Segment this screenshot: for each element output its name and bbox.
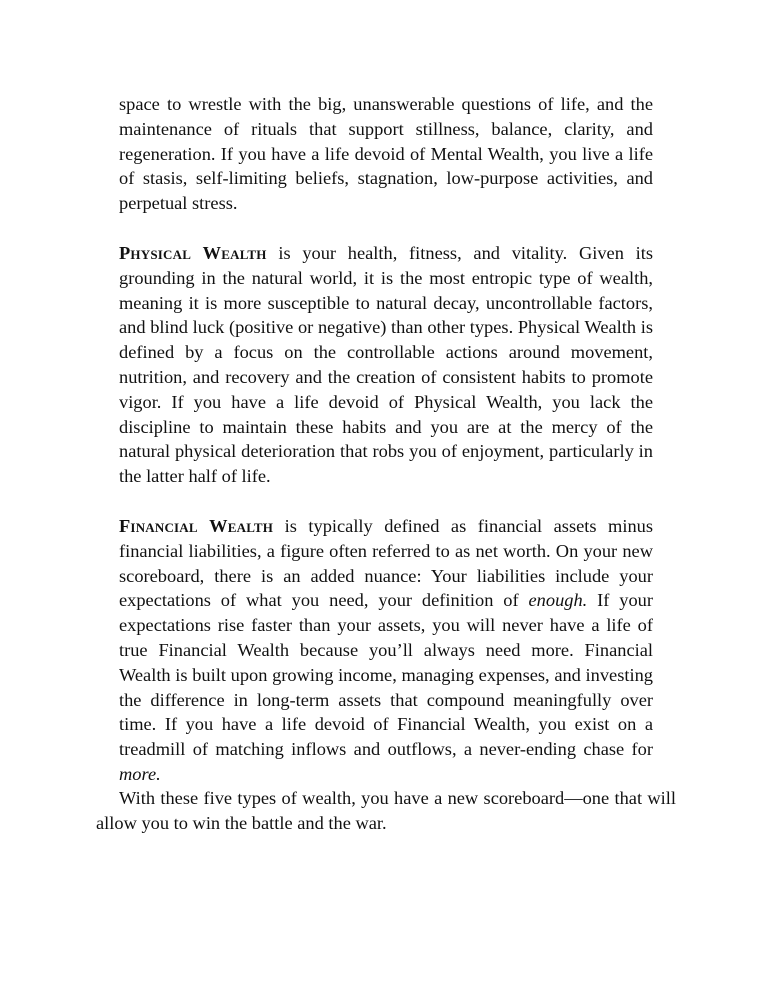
term-financial-wealth: Financial Wealth: [119, 516, 274, 536]
paragraph-closing: [96, 786, 676, 836]
paragraph-financial-wealth: [119, 514, 653, 787]
emphasis-enough: enough.: [528, 590, 588, 611]
emphasis-more: more.: [119, 763, 161, 784]
paragraph-text: is your health, fitness, and vitality. Given its grounding in the natural world, it is the most entropic type of wealth, meaning it is more susceptible to natural decay, uncontrollable factors, and blind luck (positive or negative) than other types. Physical Wealth is defined by a focus on the controllable actions around movement, nutrition, and recovery and the creation of consistent habits to promote vigor. If you have a life devoid of Physical Wealth, you lack the discipline to maintain these habits and you are at the mercy of the natural physical deterioration that robs you of enjoyment, particularly in the latter half of life.: [119, 243, 653, 487]
paragraph-text: If your expectations rise faster than your assets, you will never have a life of true Financial Wealth because you’ll always need more. Financial Wealth is built upon growing income, managing expenses, and investing the difference in long-term assets that compound meaningfully over time. If you have a life devoid of Financial Wealth, you exist on a treadmill of matching inflows and outflows, a never-ending chase for: [119, 590, 653, 760]
paragraph-text: With these five types of wealth, you have a new scoreboard—one that will allow you to win the battle and the war.: [96, 788, 676, 833]
term-physical-wealth: Physical Wealth: [119, 243, 267, 263]
paragraph-text: is typically defined as financial assets minus financial liabilities, a figure often referred to as net worth. On your new scoreboard, there is an added nuance: Your liabilities include your expectations of what you need, your definition of: [119, 516, 654, 611]
paragraph-mental-wealth-continuation: [119, 92, 653, 216]
paragraph-physical-wealth: [119, 241, 653, 489]
paragraph-text: space to wrestle with the big, unanswerable questions of life, and the maintenance of rituals that support stillness, balance, clarity, and regeneration. If you have a life devoid of Mental Wealth, you live a life of stasis, self-limiting beliefs, stagnation, low-purpose activities, and perpetual stress.: [119, 94, 653, 214]
